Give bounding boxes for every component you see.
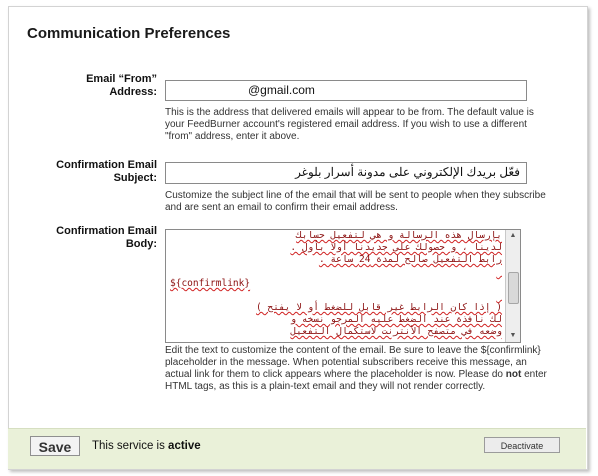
body-text-line: بإرسال هذه الرسالة و هي لتفعيل حسابك [296,230,502,241]
body-help-part1: Edit the text to customize the content of the email. Be sure to leave the ${confirmlink} placeholder in the message. When potential subscribers receive this message, an actual link for them to click appears where the placeholder is now. Please do [165,345,541,380]
body-text-line [170,290,502,302]
scroll-thumb[interactable] [508,272,519,304]
body-scrollbar[interactable] [505,230,520,342]
email-from-help: This is the address that delivered emails will appear to be from. The default value is your FeedBurner account's registered email address. If you wish to use a different "from" address, enter it above. [165,107,534,142]
service-status-text [92,440,201,452]
page-title: Communication Preferences [27,25,231,42]
body-help-part2: enter HTML tags, as this is a plain-text email and they will not render correctly. [165,369,547,392]
body-help-bold: not [505,369,522,380]
body-text-line: ( إذا كان الرابط غير قابل للضغط أو لا يفتح ) [256,302,502,313]
body-text-line: لدينا ، و حصولك على جديدنا أولا بأول . [290,242,502,253]
service-status-value: active [168,440,201,452]
body-text-line: رابط التفعيل صالح لمدة 24 ساعة . [318,254,502,265]
subject-label-line2: Subject: [113,172,157,184]
subject-value: فعّل بريدك الإلكتروني على مدونة أسرار بلوغر [295,165,520,179]
body-label-line1: Confirmation Email [56,225,157,237]
body-textarea[interactable] [165,229,521,343]
preferences-panel [8,6,588,470]
body-text-line: ${confirmlink} [170,278,251,289]
deactivate-button[interactable]: Deactivate [484,437,560,453]
email-from-input[interactable] [165,80,527,101]
body-text-line: وضعه في متصفح الأنترنت لاستكمال التفعيل [290,326,502,337]
body-text-line [170,266,502,278]
email-from-label-line2: Address: [109,86,157,98]
body-label [7,225,157,251]
scroll-up-arrow-icon[interactable]: ▲ [509,232,517,239]
body-label-line2: Body: [125,238,157,250]
body-text [170,230,502,338]
subject-input[interactable] [165,162,527,184]
service-text-label: This service is [92,440,169,452]
email-from-label [7,73,157,99]
save-button[interactable]: Save [30,436,80,456]
subject-label-line1: Confirmation Email [56,159,157,171]
body-text-line: لك نافذة عند الضغط عليه المرجو نسخه و [290,314,502,325]
email-from-value: @gmail.com [248,83,315,97]
body-help [165,345,555,393]
subject-help: Customize the subject line of the email that will be sent to people when they subscribe and are sent an email to confirm their email address. [165,190,546,213]
email-from-label-line1: Email “From” [86,73,157,85]
footer-bar [8,428,586,469]
subject-label [7,159,157,185]
scroll-down-arrow-icon[interactable]: ▼ [509,332,517,339]
